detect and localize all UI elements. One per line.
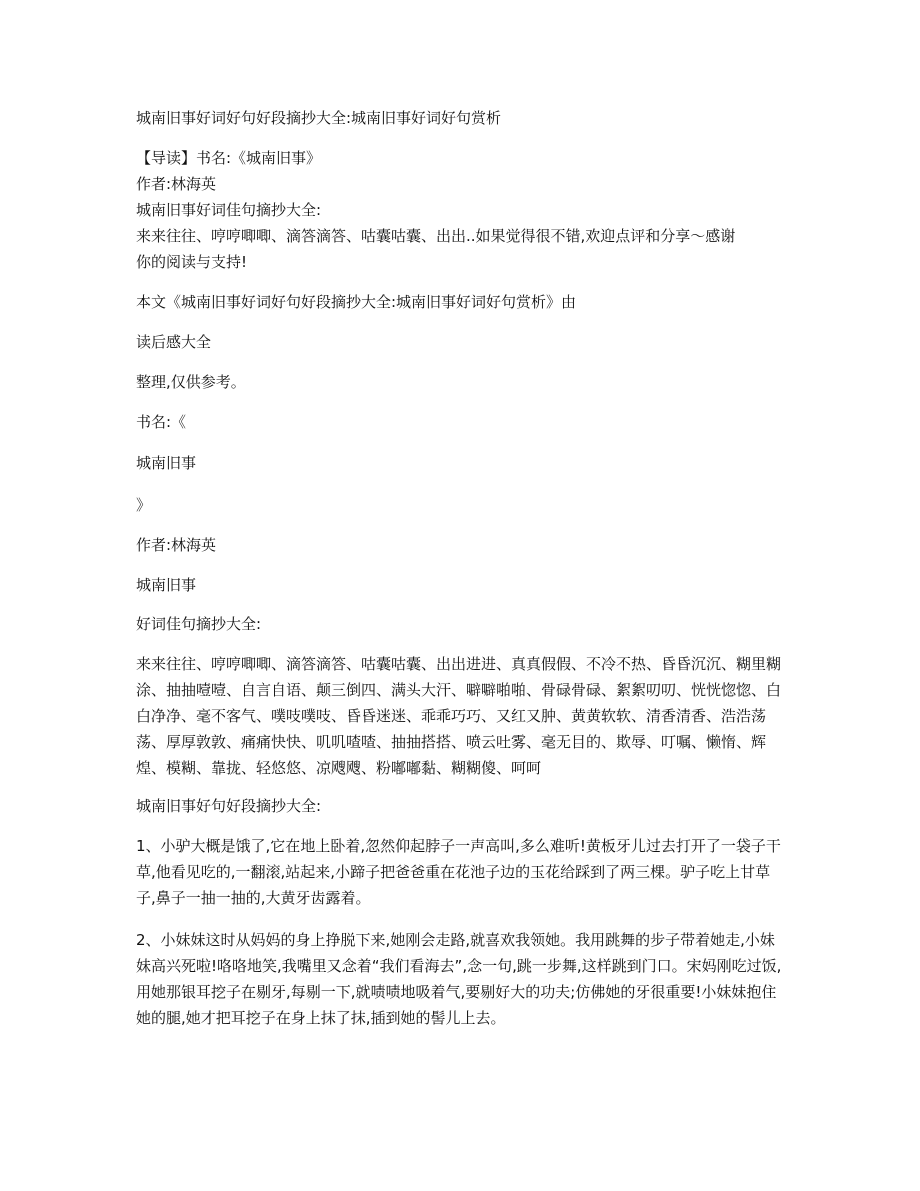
source-line: 本文《城南旧事好词好句好段摘抄大全:城南旧事好词好句赏析》由 — [136, 293, 577, 311]
book-label: 书名:《 — [136, 413, 187, 431]
book-name-repeat: 城南旧事 — [136, 576, 197, 594]
intro-line-guide: 【导读】书名:《城南旧事》 — [136, 149, 322, 167]
words-heading: 好词佳句摘抄大全: — [136, 615, 262, 633]
book-name: 城南旧事 — [136, 454, 197, 472]
intro-line-heading: 城南旧事好词佳句摘抄大全: — [136, 201, 322, 219]
excerpt-paragraph-2: 2、小妹妹这时从妈妈的身上挣脱下来,她刚会走路,就喜欢我领她。我用跳舞的步子带着她走,小妹妹高兴死啦!咯咯地笑,我嘴里又念着“我们看海去”,念一句,跳一步舞,这样跳到门口。宋妈刚吃过饭,用她那银耳挖子在剔牙,每剔一下,就啧啧地吸着气,要剔好大的功夫;仿佛她的牙很重要!小妹妹抱住她的腿,她才把耳挖子在身上抹了抹,插到她的髻儿上去。 — [136, 931, 782, 1027]
source-name: 读后感大全 — [136, 333, 212, 351]
author-line: 作者:林海英 — [136, 536, 217, 554]
book-close-bracket: 》 — [136, 496, 152, 514]
excerpt-paragraph-1: 1、小驴大概是饿了,它在地上卧着,忽然仰起脖子一声高叫,多么难听!黄板牙儿过去打开了一袋子干草,他看见吃的,一翻滚,站起来,小蹄子把爸爸重在花池子边的玉花给踩到了两三棵。驴子吃上甘草子,鼻子一抽一抽的,大黄牙齿露着。 — [136, 837, 781, 907]
intro-line-words: 来来往往、哼哼唧唧、滴答滴答、咕囊咕囊、出出..如果觉得很不错,欢迎点评和分享～感谢 — [136, 227, 736, 245]
intro-line-thanks: 你的阅读与支持! — [136, 253, 248, 271]
intro-line-author: 作者:林海英 — [136, 175, 217, 193]
words-paragraph: 来来往往、哼哼唧唧、滴答滴答、咕囊咕囊、出出进进、真真假假、不冷不热、昏昏沉沉、糊里糊涂、抽抽噎噎、自言自语、颠三倒四、满头大汗、噼噼啪啪、骨碌骨碌、絮絮叨叨、恍恍惚惚、白白净净、毫不客气、噗吱噗吱、昏昏迷迷、乖乖巧巧、又红又肿、黄黄软软、清香清香、浩浩荡荡、厚厚敦敦、痛痛快快、叽叽喳喳、抽抽搭搭、喷云吐雾、毫无目的、欺辱、叮嘱、懒惰、辉煌、模糊、靠拢、轻悠悠、凉飕飕、粉嘟嘟黏、糊糊傻、呵呵 — [136, 655, 782, 777]
source-note: 整理,仅供参考。 — [136, 373, 246, 391]
document-title: 城南旧事好词好句好段摘抄大全:城南旧事好词好句赏析 — [136, 109, 502, 127]
sentences-heading: 城南旧事好句好段摘抄大全: — [136, 797, 322, 815]
